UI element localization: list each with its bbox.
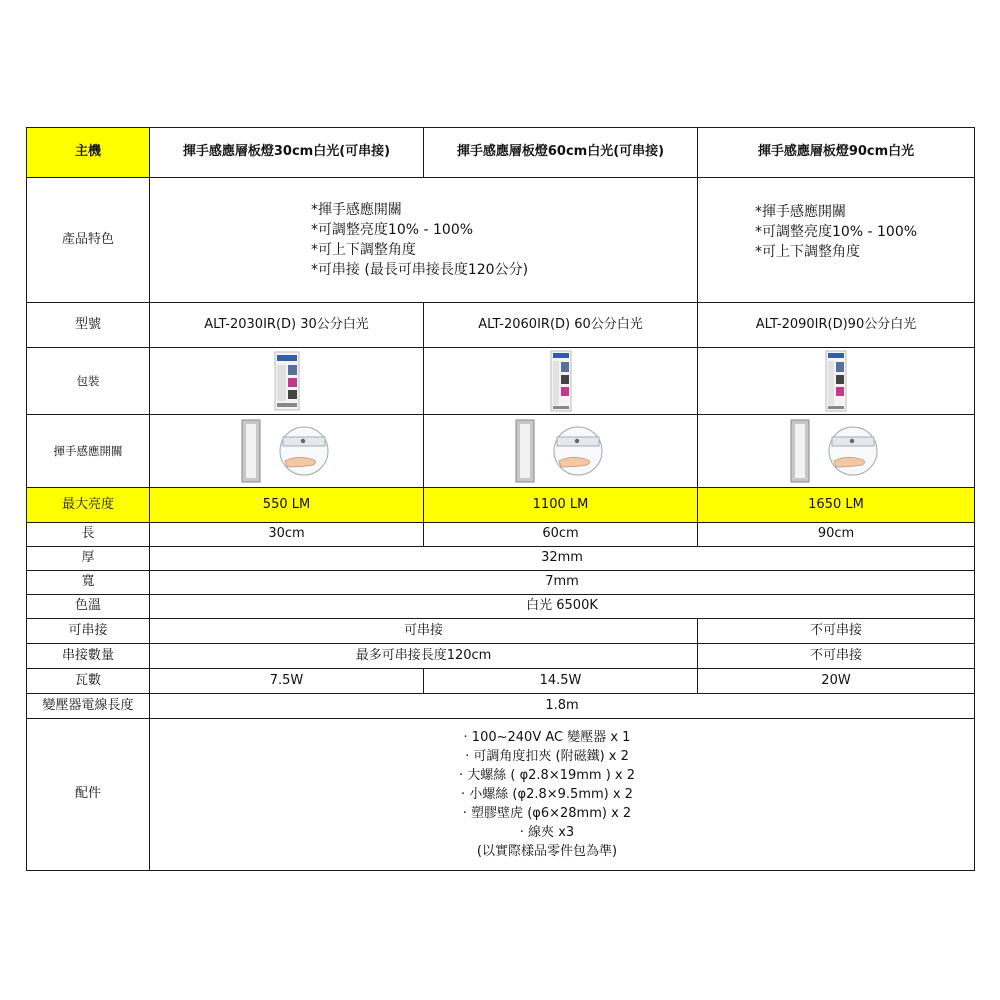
model-row [27,303,975,348]
packaging-60cm-cell [424,348,698,415]
brightness-90cm: 1650 LM [698,488,975,523]
length-row [27,523,975,547]
model-30cm: ALT-2030IR(D) 30公分白光 [150,303,424,348]
chain-count-row [27,644,975,669]
header-row [27,128,975,178]
accessory-item: · 線夾 x3 [519,825,575,840]
product-30cm-title: 揮手感應層板燈30cm白光(可串接) [150,128,424,178]
features-group-a [150,178,698,303]
chainable-row [27,619,975,644]
packaging-90cm-cell [698,348,975,415]
light-bar-image [790,418,810,484]
width-value: 7mm [150,571,975,595]
cable-value: 1.8m [150,694,975,719]
feature-line: *可上下調整角度 [310,242,416,258]
accessory-item: · 100~240V AC 變壓器 x 1 [463,730,631,745]
watts-90cm: 20W [698,669,975,694]
chain-count-label: 串接數量 [27,644,150,669]
cable-row [27,694,975,719]
feature-line: *可串接 (最長可串接長度120公分) [310,262,529,278]
packaging-row [27,348,975,415]
color-temp-value: 白光 6500K [150,595,975,619]
hand-sensor-image [275,425,333,477]
package-box-image [274,351,300,411]
length-label: 長 [27,523,150,547]
features-row [27,178,975,303]
model-60cm: ALT-2060IR(D) 60公分白光 [424,303,698,348]
sensor-30cm-cell [150,415,424,488]
hand-sensor-image [824,425,882,477]
width-label: 寬 [27,571,150,595]
watts-row [27,669,975,694]
accessory-item: · 可調角度扣夾 (附磁鐵) x 2 [465,749,629,764]
feature-line: *揮手感應開關 [754,204,846,220]
model-90cm: ALT-2090IR(D)90公分白光 [698,303,975,348]
thickness-row [27,547,975,571]
length-30cm: 30cm [150,523,424,547]
sensor-label: 揮手感應開關 [27,415,150,488]
thickness-value: 32mm [150,547,975,571]
spec-table [26,127,975,871]
feature-line: *揮手感應開關 [310,202,402,218]
brightness-30cm: 550 LM [150,488,424,523]
features-label: 產品特色 [27,178,150,303]
brightness-label: 最大亮度 [27,488,150,523]
accessories-cell [150,719,975,871]
packaging-30cm-cell [150,348,424,415]
length-90cm: 90cm [698,523,975,547]
header-label: 主機 [27,128,150,178]
accessory-note: (以實際樣品零件包為準) [476,844,618,859]
watts-label: 瓦數 [27,669,150,694]
sensor-90cm-cell [698,415,975,488]
hand-sensor-image [549,425,607,477]
accessory-item: · 小螺絲 (φ2.8×9.5mm) x 2 [461,787,633,802]
accessory-item: · 塑膠壁虎 (φ6×28mm) x 2 [462,806,632,821]
length-60cm: 60cm [424,523,698,547]
chain-count-90: 不可串接 [698,644,975,669]
light-bar-image [241,418,261,484]
watts-60cm: 14.5W [424,669,698,694]
feature-line: *可調整亮度10% - 100% [310,222,474,238]
sensor-row [27,415,975,488]
accessory-item: · 大螺絲 ( φ2.8×19mm ) x 2 [458,768,636,783]
chain-count-30-60: 最多可串接長度120cm [150,644,698,669]
color-temp-row [27,595,975,619]
thickness-label: 厚 [27,547,150,571]
chainable-90: 不可串接 [698,619,975,644]
brightness-60cm: 1100 LM [424,488,698,523]
features-group-b [698,178,975,303]
chainable-label: 可串接 [27,619,150,644]
chainable-30-60: 可串接 [150,619,698,644]
feature-line: *可調整亮度10% - 100% [754,224,918,240]
product-90cm-title: 揮手感應層板燈90cm白光 [698,128,975,178]
cable-label: 變壓器電線長度 [27,694,150,719]
package-box-image [825,350,847,412]
brightness-row [27,488,975,523]
width-row [27,571,975,595]
watts-30cm: 7.5W [150,669,424,694]
light-bar-image [515,418,535,484]
accessories-row [27,719,975,871]
model-label: 型號 [27,303,150,348]
feature-line: *可上下調整角度 [754,244,860,260]
product-60cm-title: 揮手感應層板燈60cm白光(可串接) [424,128,698,178]
packaging-label: 包裝 [27,348,150,415]
package-box-image [550,350,572,412]
accessories-label: 配件 [27,719,150,871]
sensor-60cm-cell [424,415,698,488]
color-temp-label: 色溫 [27,595,150,619]
